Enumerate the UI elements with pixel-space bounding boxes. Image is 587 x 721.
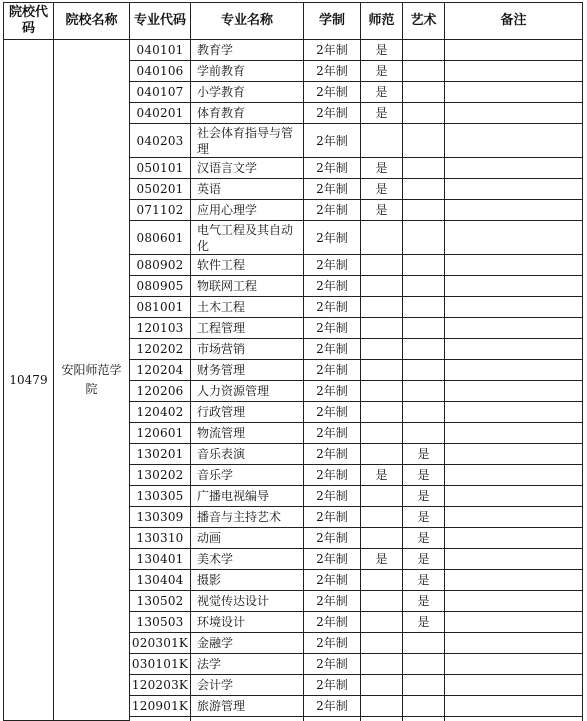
empty-cell (130, 717, 191, 721)
major-name-cell: 体育教育 (191, 103, 304, 124)
art-cell (403, 40, 445, 61)
header-row (4, 3, 583, 40)
duration-cell: 2年制 (304, 61, 361, 82)
normal-cell (361, 276, 403, 297)
remarks-cell (445, 486, 583, 507)
normal-cell (361, 654, 403, 675)
major-code-cell: 071102 (130, 200, 191, 221)
empty-cell (445, 717, 583, 721)
normal-cell (361, 221, 403, 255)
major-name-cell: 广播电视编导 (191, 486, 304, 507)
duration-cell: 2年制 (304, 528, 361, 549)
major-name-cell: 旅游管理 (191, 696, 304, 717)
normal-cell: 是 (361, 179, 403, 200)
remarks-cell (445, 61, 583, 82)
remarks-cell (445, 255, 583, 276)
major-code-cell: 120103 (130, 318, 191, 339)
art-cell (403, 255, 445, 276)
art-cell (403, 276, 445, 297)
normal-cell (361, 255, 403, 276)
header-major-name: 专业名称 (191, 3, 304, 40)
art-cell (403, 360, 445, 381)
duration-cell: 2年制 (304, 381, 361, 402)
duration-cell: 2年制 (304, 200, 361, 221)
school-name-cell: 安阳师范学院 (54, 40, 130, 721)
major-name-cell: 应用心理学 (191, 200, 304, 221)
art-cell (403, 103, 445, 124)
duration-cell: 2年制 (304, 158, 361, 179)
art-cell (403, 675, 445, 696)
remarks-cell (445, 276, 583, 297)
duration-cell: 2年制 (304, 423, 361, 444)
normal-cell: 是 (361, 465, 403, 486)
remarks-cell (445, 612, 583, 633)
duration-cell: 2年制 (304, 570, 361, 591)
art-cell (403, 339, 445, 360)
major-name-cell: 播音与主持艺术 (191, 507, 304, 528)
normal-cell (361, 297, 403, 318)
duration-cell: 2年制 (304, 179, 361, 200)
major-code-cell: 130502 (130, 591, 191, 612)
normal-cell (361, 318, 403, 339)
art-cell: 是 (403, 549, 445, 570)
art-cell (403, 200, 445, 221)
normal-cell: 是 (361, 200, 403, 221)
normal-cell (361, 633, 403, 654)
major-name-cell: 人力资源管理 (191, 381, 304, 402)
major-code-cell: 120402 (130, 402, 191, 423)
normal-cell (361, 675, 403, 696)
duration-cell: 2年制 (304, 40, 361, 61)
remarks-cell (445, 82, 583, 103)
header-art: 艺术 (403, 3, 445, 40)
remarks-cell (445, 465, 583, 486)
major-code-cell: 081001 (130, 297, 191, 318)
header-remarks: 备注 (445, 3, 583, 40)
art-cell: 是 (403, 486, 445, 507)
art-cell: 是 (403, 465, 445, 486)
major-code-cell: 120203K (130, 675, 191, 696)
normal-cell: 是 (361, 103, 403, 124)
duration-cell: 2年制 (304, 486, 361, 507)
remarks-cell (445, 200, 583, 221)
major-name-cell: 土木工程 (191, 297, 304, 318)
major-name-cell: 会计学 (191, 675, 304, 696)
normal-cell (361, 507, 403, 528)
major-code-cell: 130503 (130, 612, 191, 633)
remarks-cell (445, 339, 583, 360)
art-cell: 是 (403, 591, 445, 612)
header-school-name: 院校名称 (54, 3, 130, 40)
duration-cell: 2年制 (304, 276, 361, 297)
header-major-code: 专业代码 (130, 3, 191, 40)
art-cell (403, 318, 445, 339)
major-code-cell: 050101 (130, 158, 191, 179)
empty-cell (403, 717, 445, 721)
normal-cell (361, 444, 403, 465)
art-cell (403, 221, 445, 255)
art-cell (403, 654, 445, 675)
remarks-cell (445, 402, 583, 423)
major-name-cell: 视觉传达设计 (191, 591, 304, 612)
art-cell (403, 423, 445, 444)
normal-cell: 是 (361, 40, 403, 61)
major-name-cell: 社会体育指导与管理 (191, 124, 304, 158)
major-name-cell: 汉语言文学 (191, 158, 304, 179)
major-code-cell: 030101K (130, 654, 191, 675)
major-code-cell: 040106 (130, 61, 191, 82)
major-name-cell: 金融学 (191, 633, 304, 654)
duration-cell: 2年制 (304, 696, 361, 717)
art-cell (403, 61, 445, 82)
remarks-cell (445, 297, 583, 318)
remarks-cell (445, 179, 583, 200)
duration-cell: 2年制 (304, 444, 361, 465)
normal-cell: 是 (361, 61, 403, 82)
header-normal: 师范 (361, 3, 403, 40)
major-name-cell: 动画 (191, 528, 304, 549)
remarks-cell (445, 423, 583, 444)
remarks-cell (445, 381, 583, 402)
majors-table (3, 2, 583, 721)
remarks-cell (445, 221, 583, 255)
header-school-code: 院校代码 (4, 3, 54, 40)
major-code-cell: 120206 (130, 381, 191, 402)
normal-cell (361, 612, 403, 633)
duration-cell: 2年制 (304, 339, 361, 360)
remarks-cell (445, 549, 583, 570)
art-cell: 是 (403, 507, 445, 528)
major-name-cell: 工程管理 (191, 318, 304, 339)
empty-cell (361, 717, 403, 721)
major-name-cell: 行政管理 (191, 402, 304, 423)
major-name-cell: 软件工程 (191, 255, 304, 276)
normal-cell (361, 360, 403, 381)
remarks-cell (445, 633, 583, 654)
major-code-cell: 080601 (130, 221, 191, 255)
major-name-cell: 摄影 (191, 570, 304, 591)
major-name-cell: 物流管理 (191, 423, 304, 444)
remarks-cell (445, 360, 583, 381)
duration-cell: 2年制 (304, 612, 361, 633)
major-code-cell: 130201 (130, 444, 191, 465)
major-code-cell: 120601 (130, 423, 191, 444)
major-code-cell: 120901K (130, 696, 191, 717)
duration-cell: 2年制 (304, 221, 361, 255)
header-duration: 学制 (304, 3, 361, 40)
remarks-cell (445, 654, 583, 675)
duration-cell: 2年制 (304, 360, 361, 381)
normal-cell: 是 (361, 549, 403, 570)
major-name-cell: 物联网工程 (191, 276, 304, 297)
major-code-cell: 130309 (130, 507, 191, 528)
art-cell (403, 633, 445, 654)
normal-cell (361, 381, 403, 402)
duration-cell: 2年制 (304, 82, 361, 103)
remarks-cell (445, 528, 583, 549)
major-code-cell: 130202 (130, 465, 191, 486)
normal-cell (361, 402, 403, 423)
table-row (4, 40, 583, 61)
art-cell (403, 179, 445, 200)
normal-cell: 是 (361, 82, 403, 103)
major-code-cell: 020301K (130, 633, 191, 654)
duration-cell: 2年制 (304, 402, 361, 423)
art-cell (403, 82, 445, 103)
major-code-cell: 130305 (130, 486, 191, 507)
duration-cell: 2年制 (304, 549, 361, 570)
major-name-cell: 环境设计 (191, 612, 304, 633)
remarks-cell (445, 124, 583, 158)
major-code-cell: 040201 (130, 103, 191, 124)
major-name-cell: 财务管理 (191, 360, 304, 381)
major-code-cell: 130404 (130, 570, 191, 591)
major-code-cell: 120202 (130, 339, 191, 360)
remarks-cell (445, 103, 583, 124)
remarks-cell (445, 507, 583, 528)
normal-cell (361, 423, 403, 444)
empty-cell (191, 717, 304, 721)
duration-cell: 2年制 (304, 654, 361, 675)
normal-cell (361, 591, 403, 612)
duration-cell: 2年制 (304, 255, 361, 276)
art-cell: 是 (403, 444, 445, 465)
art-cell: 是 (403, 528, 445, 549)
major-code-cell: 050201 (130, 179, 191, 200)
major-name-cell: 音乐学 (191, 465, 304, 486)
remarks-cell (445, 675, 583, 696)
normal-cell (361, 486, 403, 507)
table-body (4, 40, 583, 721)
art-cell: 是 (403, 612, 445, 633)
major-name-cell: 市场营销 (191, 339, 304, 360)
remarks-cell (445, 591, 583, 612)
duration-cell: 2年制 (304, 124, 361, 158)
major-name-cell: 法学 (191, 654, 304, 675)
major-name-cell: 教育学 (191, 40, 304, 61)
empty-cell (304, 717, 361, 721)
school-code-cell: 10479 (4, 40, 54, 721)
remarks-cell (445, 158, 583, 179)
major-code-cell: 120204 (130, 360, 191, 381)
duration-cell: 2年制 (304, 297, 361, 318)
art-cell (403, 381, 445, 402)
normal-cell (361, 570, 403, 591)
art-cell (403, 158, 445, 179)
art-cell (403, 124, 445, 158)
major-code-cell: 040101 (130, 40, 191, 61)
remarks-cell (445, 318, 583, 339)
remarks-cell (445, 570, 583, 591)
art-cell (403, 297, 445, 318)
normal-cell (361, 528, 403, 549)
major-code-cell: 130401 (130, 549, 191, 570)
major-code-cell: 080905 (130, 276, 191, 297)
duration-cell: 2年制 (304, 675, 361, 696)
remarks-cell (445, 444, 583, 465)
normal-cell (361, 124, 403, 158)
major-name-cell: 学前教育 (191, 61, 304, 82)
normal-cell (361, 339, 403, 360)
duration-cell: 2年制 (304, 591, 361, 612)
art-cell (403, 402, 445, 423)
duration-cell: 2年制 (304, 103, 361, 124)
major-code-cell: 080902 (130, 255, 191, 276)
art-cell: 是 (403, 570, 445, 591)
remarks-cell (445, 40, 583, 61)
duration-cell: 2年制 (304, 633, 361, 654)
major-code-cell: 040203 (130, 124, 191, 158)
major-code-cell: 130310 (130, 528, 191, 549)
normal-cell: 是 (361, 158, 403, 179)
major-name-cell: 美术学 (191, 549, 304, 570)
major-code-cell: 040107 (130, 82, 191, 103)
duration-cell: 2年制 (304, 318, 361, 339)
major-name-cell: 电气工程及其自动化 (191, 221, 304, 255)
major-name-cell: 小学教育 (191, 82, 304, 103)
major-name-cell: 英语 (191, 179, 304, 200)
duration-cell: 2年制 (304, 507, 361, 528)
major-name-cell: 音乐表演 (191, 444, 304, 465)
duration-cell: 2年制 (304, 465, 361, 486)
